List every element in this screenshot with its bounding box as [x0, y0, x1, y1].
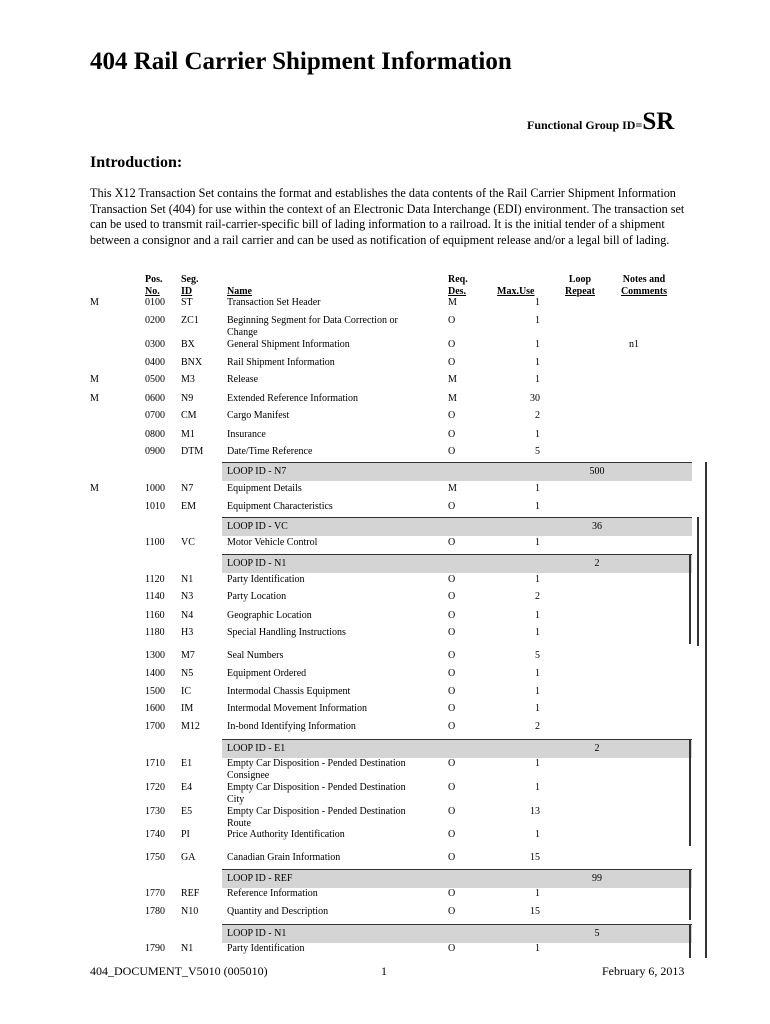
table-row — [0, 888, 770, 902]
mandatory-flag: M — [90, 374, 99, 385]
header-seg-line1: Seg. — [181, 274, 199, 285]
table-row — [0, 483, 770, 497]
footer-page-number: 1 — [381, 964, 387, 978]
segment-name: Motor Vehicle Control — [227, 537, 318, 548]
mandatory-flag: M — [90, 297, 99, 308]
position-number: 1790 — [145, 943, 165, 954]
max-use: 1 — [535, 888, 540, 899]
header-notes-line2: Comments — [620, 286, 668, 297]
loop-id: LOOP ID - N1 — [227, 558, 287, 569]
segment-id: M3 — [181, 374, 195, 385]
position-number: 1780 — [145, 906, 165, 917]
segment-name: Empty Car Disposition - Pended Destination City — [227, 782, 406, 805]
segment-id: DTM — [181, 446, 204, 457]
segment-id: BNX — [181, 357, 203, 368]
requirement-designator: O — [448, 806, 456, 817]
loop-repeat: 500 — [589, 466, 605, 477]
header-max-use: Max.Use — [497, 286, 535, 297]
segment-id: IC — [181, 686, 191, 697]
notes-comments: n1 — [629, 339, 639, 350]
position-number: 1720 — [145, 782, 165, 793]
segment-id: N3 — [181, 591, 194, 602]
header-name: Name — [227, 286, 252, 297]
segment-name: Party Identification — [227, 943, 305, 954]
segment-id: M12 — [181, 721, 200, 732]
table-row — [0, 721, 770, 735]
segment-name: Price Authority Identification — [227, 829, 345, 840]
requirement-designator: M — [448, 393, 457, 404]
requirement-designator: O — [448, 501, 456, 512]
segment-id: E1 — [181, 758, 193, 769]
table-row — [0, 668, 770, 682]
max-use: 2 — [535, 721, 540, 732]
table-row — [0, 852, 770, 866]
table-row — [0, 501, 770, 515]
requirement-designator: M — [448, 374, 457, 385]
max-use: 1 — [535, 668, 540, 679]
loop-repeat: 2 — [594, 558, 600, 569]
footer-date: February 6, 2013 — [602, 964, 685, 978]
functional-group-label: Functional Group ID= — [527, 118, 643, 132]
max-use: 1 — [535, 297, 540, 308]
segment-id: ZC1 — [181, 315, 199, 326]
table-row — [0, 610, 770, 624]
position-number: 0500 — [145, 374, 165, 385]
loop-id: LOOP ID - E1 — [227, 743, 286, 754]
table-row — [0, 410, 770, 424]
requirement-designator: O — [448, 574, 456, 585]
max-use: 1 — [535, 610, 540, 621]
header-seg-line2: ID — [181, 286, 193, 297]
segment-name: Geographic Location — [227, 610, 312, 621]
max-use: 2 — [535, 410, 540, 421]
header-req — [448, 274, 468, 298]
table-row — [0, 315, 770, 338]
position-number: 1300 — [145, 650, 165, 661]
loop-id: LOOP ID - VC — [227, 521, 288, 532]
segment-id: N4 — [181, 610, 194, 621]
position-number: 0600 — [145, 393, 165, 404]
mandatory-flag: M — [90, 483, 99, 494]
table-row — [0, 943, 770, 957]
position-number: 1710 — [145, 758, 165, 769]
table-row — [0, 574, 770, 588]
loop-repeat: 2 — [594, 743, 600, 754]
table-row — [0, 829, 770, 843]
introduction-paragraph: This X12 Transaction Set contains the format and establishes the data contents of the Rail Carrier Shipment Information Transaction Set (404) for use within the context of an Electronic Data Interchange (EDI) environment. The transaction set can be used to transmit rail-carrier-specific bill of lading information to a railroad. It is the initial tender of a shipment between a consignor and a rail carrier and can be used as notification of equipment release and/or a legal bill of lading. — [90, 186, 685, 247]
segment-id: N1 — [181, 574, 194, 585]
requirement-designator: O — [448, 410, 456, 421]
requirement-designator: M — [448, 297, 457, 308]
max-use: 1 — [535, 574, 540, 585]
max-use: 1 — [535, 315, 540, 326]
table-row — [0, 758, 770, 781]
position-number: 0400 — [145, 357, 165, 368]
header-notes — [614, 274, 674, 298]
loop-id: LOOP ID - REF — [227, 873, 293, 884]
max-use: 1 — [535, 537, 540, 548]
segment-name: Cargo Manifest — [227, 410, 290, 421]
segment-id: N10 — [181, 906, 199, 917]
introduction-heading: Introduction: — [90, 154, 183, 171]
table-row — [0, 591, 770, 605]
requirement-designator: O — [448, 943, 456, 954]
segment-name: Reference Information — [227, 888, 318, 899]
position-number: 1500 — [145, 686, 165, 697]
segment-id: E5 — [181, 806, 193, 817]
max-use: 30 — [530, 393, 540, 404]
segment-id: PI — [181, 829, 190, 840]
segment-name: Intermodal Movement Information — [227, 703, 367, 714]
requirement-designator: O — [448, 315, 456, 326]
segment-name: Transaction Set Header — [227, 297, 321, 308]
segment-id: N9 — [181, 393, 194, 404]
position-number: 1400 — [145, 668, 165, 679]
loop-id: LOOP ID - N1 — [227, 928, 287, 939]
table-row — [0, 906, 770, 920]
table-row — [0, 393, 770, 407]
loop-repeat: 5 — [594, 928, 600, 939]
position-number: 0200 — [145, 315, 165, 326]
loop-header — [222, 869, 692, 888]
segment-id: BX — [181, 339, 195, 350]
requirement-designator: O — [448, 758, 456, 769]
header-req-line1: Req. — [448, 274, 468, 285]
segment-name: Equipment Details — [227, 483, 302, 494]
position-number: 0900 — [145, 446, 165, 457]
table-row — [0, 686, 770, 700]
requirement-designator: O — [448, 782, 456, 793]
table-row — [0, 806, 770, 829]
segment-name: Special Handling Instructions — [227, 627, 346, 638]
max-use: 2 — [535, 591, 540, 602]
segment-name: Quantity and Description — [227, 906, 329, 917]
requirement-designator: M — [448, 483, 457, 494]
requirement-designator: O — [448, 537, 456, 548]
requirement-designator: O — [448, 721, 456, 732]
requirement-designator: O — [448, 446, 456, 457]
position-number: 1100 — [145, 537, 165, 548]
segment-name: Party Location — [227, 591, 287, 602]
header-notes-line1: Notes and — [622, 274, 666, 285]
max-use: 1 — [535, 758, 540, 769]
segment-id: REF — [181, 888, 200, 899]
loop-header — [222, 739, 692, 758]
requirement-designator: O — [448, 852, 456, 863]
max-use: 1 — [535, 686, 540, 697]
segment-name: Intermodal Chassis Equipment — [227, 686, 351, 697]
table-row — [0, 446, 770, 460]
header-pos-line1: Pos. — [145, 274, 163, 285]
max-use: 1 — [535, 483, 540, 494]
max-use: 1 — [535, 703, 540, 714]
header-loop-repeat — [550, 274, 610, 298]
requirement-designator: O — [448, 906, 456, 917]
max-use: 15 — [530, 852, 540, 863]
requirement-designator: O — [448, 339, 456, 350]
segment-id: GA — [181, 852, 196, 863]
mandatory-flag: M — [90, 393, 99, 404]
table-row — [0, 627, 770, 641]
loop-bracket-line — [689, 554, 691, 644]
header-loop-line1: Loop — [568, 274, 592, 285]
segment-name: Extended Reference Information — [227, 393, 359, 404]
segment-id: H3 — [181, 627, 194, 638]
position-number: 0300 — [145, 339, 165, 350]
loop-bracket-line — [689, 739, 691, 846]
table-row — [0, 782, 770, 805]
requirement-designator: O — [448, 627, 456, 638]
document-title: 404 Rail Carrier Shipment Information — [90, 48, 512, 75]
table-row — [0, 339, 770, 353]
segment-name: Date/Time Reference — [227, 446, 313, 457]
requirement-designator: O — [448, 591, 456, 602]
segment-id: N1 — [181, 943, 194, 954]
max-use: 15 — [530, 906, 540, 917]
max-use: 1 — [535, 943, 540, 954]
max-use: 5 — [535, 446, 540, 457]
loop-id: LOOP ID - N7 — [227, 466, 287, 477]
requirement-designator: O — [448, 703, 456, 714]
position-number: 1180 — [145, 627, 165, 638]
requirement-designator: O — [448, 357, 456, 368]
position-number: 1730 — [145, 806, 165, 817]
position-number: 1600 — [145, 703, 165, 714]
max-use: 1 — [535, 429, 540, 440]
loop-header — [222, 517, 692, 536]
max-use: 1 — [535, 339, 540, 350]
position-number: 1120 — [145, 574, 165, 585]
loop-header — [222, 462, 692, 481]
segment-id: CM — [181, 410, 197, 421]
segment-name: Seal Numbers — [227, 650, 284, 661]
segment-name: General Shipment Information — [227, 339, 350, 350]
position-number: 0700 — [145, 410, 165, 421]
requirement-designator: O — [448, 668, 456, 679]
loop-repeat: 99 — [592, 873, 602, 884]
segment-id: M1 — [181, 429, 195, 440]
table-row — [0, 297, 770, 311]
requirement-designator: O — [448, 650, 456, 661]
segment-id: N7 — [181, 483, 194, 494]
position-number: 1000 — [145, 483, 165, 494]
max-use: 1 — [535, 357, 540, 368]
position-number: 1010 — [145, 501, 165, 512]
segment-name: Equipment Ordered — [227, 668, 307, 679]
segment-name: In-bond Identifying Information — [227, 721, 356, 732]
table-row — [0, 703, 770, 717]
max-use: 13 — [530, 806, 540, 817]
functional-group-value: SR — [642, 108, 675, 135]
max-use: 1 — [535, 627, 540, 638]
table-row — [0, 650, 770, 664]
max-use: 1 — [535, 501, 540, 512]
loop-bracket-line — [705, 462, 707, 958]
requirement-designator: O — [448, 610, 456, 621]
segment-name: Empty Car Disposition - Pended Destination Consignee — [227, 758, 406, 781]
max-use: 1 — [535, 374, 540, 385]
position-number: 1160 — [145, 610, 165, 621]
segment-id: M7 — [181, 650, 195, 661]
segment-name: Empty Car Disposition - Pended Destination Route — [227, 806, 406, 829]
segment-id: N5 — [181, 668, 194, 679]
segment-name: Equipment Characteristics — [227, 501, 333, 512]
position-number: 1770 — [145, 888, 165, 899]
header-req-line2: Des. — [448, 286, 467, 297]
loop-header — [222, 554, 692, 573]
position-number: 0800 — [145, 429, 165, 440]
segment-name: Rail Shipment Information — [227, 357, 335, 368]
loop-header — [222, 924, 692, 943]
loop-bracket-line — [689, 869, 691, 920]
requirement-designator: O — [448, 429, 456, 440]
segment-id: VC — [181, 537, 195, 548]
segment-id: EM — [181, 501, 196, 512]
segment-name: Canadian Grain Information — [227, 852, 341, 863]
max-use: 1 — [535, 782, 540, 793]
header-seg — [181, 274, 199, 298]
functional-group-id — [527, 108, 674, 136]
requirement-designator: O — [448, 686, 456, 697]
table-row — [0, 357, 770, 371]
position-number: 1750 — [145, 852, 165, 863]
header-pos — [145, 274, 163, 298]
loop-bracket-line — [697, 517, 699, 646]
table-row — [0, 429, 770, 443]
segment-name: Insurance — [227, 429, 266, 440]
loop-bracket-line — [689, 924, 691, 958]
footer-document-id: 404_DOCUMENT_V5010 (005010) — [90, 964, 268, 978]
segment-name: Release — [227, 374, 259, 385]
position-number: 1740 — [145, 829, 165, 840]
segment-id: ST — [181, 297, 193, 308]
segment-name: Party Identification — [227, 574, 305, 585]
loop-repeat: 36 — [592, 521, 602, 532]
requirement-designator: O — [448, 829, 456, 840]
header-loop-line2: Repeat — [565, 286, 595, 297]
position-number: 0100 — [145, 297, 165, 308]
table-row — [0, 537, 770, 551]
requirement-designator: O — [448, 888, 456, 899]
segment-id: E4 — [181, 782, 193, 793]
position-number: 1140 — [145, 591, 165, 602]
segment-name: Beginning Segment for Data Correction or Change — [227, 315, 398, 338]
header-pos-line2: No. — [145, 286, 160, 297]
max-use: 1 — [535, 829, 540, 840]
table-row — [0, 374, 770, 388]
position-number: 1700 — [145, 721, 165, 732]
segment-id: IM — [181, 703, 194, 714]
max-use: 5 — [535, 650, 540, 661]
